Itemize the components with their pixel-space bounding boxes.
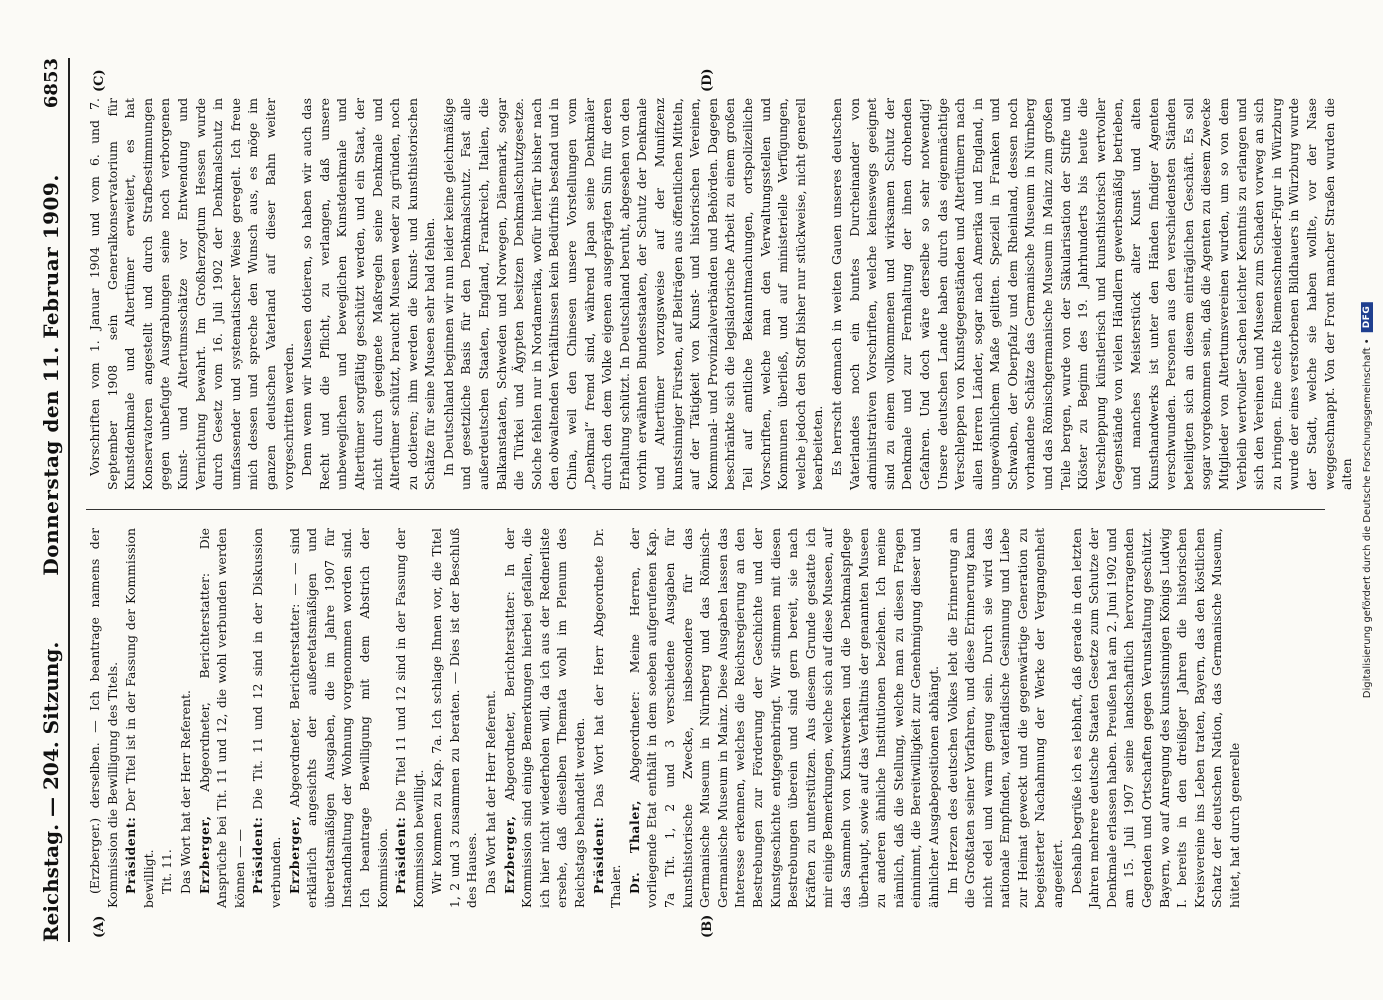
paragraph-text: Abgeordneter, Berichterstatter: — — sind erklärlich angesichts der außeretatsmäßigen und überetatsmäßigen Ausgaben, die im Jahre 1907 für Instandhaltung der Wohnung vorgenommen worden sind. Ich beantrage Bewilligung mit dem Abstrich der Kommission. xyxy=(286,528,390,908)
paragraph-text: Das Wort hat der Herr Referent. xyxy=(483,690,499,894)
paragraph xyxy=(944,528,1067,908)
paragraph-text: Denn wenn wir Museen dotieren, so haben wir auch das Recht und die Pflicht, zu verlangen, daß unsere unbeweglichen und beweglichen Kunstdenkmale und Altertümer sorgfältig geschützt werden, und ein Staat, der nicht durch geeignete Maßregeln seine Denkmale und Altertümer schützt, braucht Museen weder zu gründen, noch zu dotieren; ihm werden die Kunst- und kunsthistorischen Schätze für seine Museen sehr bald fehlen. xyxy=(299,98,438,490)
margin-marker-c: (C) xyxy=(92,69,107,92)
paragraph-text: Wir kommen zu Kap. 7a. Ich schlage Ihnen vor, die Titel 1, 2 und 3 zusammen zu beraten. — Dies ist der Beschluß des Hauses. xyxy=(429,528,480,908)
paragraph xyxy=(86,528,121,908)
speaker-name: Erzberger, xyxy=(196,815,212,894)
paragraph xyxy=(122,528,157,908)
paragraph-text: Abgeordneter, Berichterstatter: In der Kommission sind einige Bemerkungen hierbei gefallen, die ich hier nicht wiederholen will, da ich aus der Rednerliste ersehe, daß dieselben Themata wohl im Plenum des Reichstags behandelt werden. xyxy=(501,528,588,908)
paragraph-text: Tit. 11. xyxy=(159,849,175,894)
paragraph xyxy=(626,528,943,908)
paragraph xyxy=(440,98,827,490)
credit-text: Digitalisierung gefördert durch die Deutsche Forschungsgemeinschaft • xyxy=(1361,338,1373,699)
page-header xyxy=(34,58,70,942)
dfg-logo: DFG xyxy=(1361,302,1373,333)
paragraph xyxy=(392,528,427,908)
paragraph-text: Die Titel 11 und 12 sind in der Fassung der Kommission bewilligt. xyxy=(393,528,426,908)
digitization-credit xyxy=(1357,6,1377,994)
paragraph xyxy=(1068,528,1244,908)
speaker-name: Erzberger, xyxy=(286,815,302,894)
paragraph-text: Abgeordneter, Berichterstatter: Die Ansprüche bei Tit. 11 und 12, die wohl verbunden werden können — — xyxy=(196,528,247,908)
paragraph xyxy=(286,528,392,908)
left-text-column xyxy=(86,528,1325,908)
paragraph xyxy=(196,528,249,908)
paragraph-text: Das Wort hat der Herr Referent. xyxy=(177,690,193,894)
margin-marker-a: (A) xyxy=(92,915,107,938)
paragraph xyxy=(828,98,1356,490)
paragraph-text: Im Herzen des deutschen Volkes lebt die Erinnerung an die Großtaten seiner Vorfahren, und diese Erinnerung kann nicht edel und warm genug sein. Durch sie wird das nationale Empfinden, vaterländische Gesinnung und Liebe zur Heimat geweckt und die gegenwärtige Generation zu begeisterter Nachahmung der Werke der Vergangenheit angeeifert. xyxy=(944,528,1066,908)
page-number: 6853 xyxy=(40,58,62,109)
speaker-name: Präsident: xyxy=(393,816,409,894)
paragraph xyxy=(158,528,176,908)
speaker-name: Präsident: xyxy=(590,816,606,894)
header-date: Donnerstag den 11. Februar 1909. xyxy=(39,174,63,576)
margin-marker-d: (D) xyxy=(700,68,715,92)
paragraph xyxy=(177,528,195,908)
paragraph xyxy=(501,528,589,908)
speaker-name: Erzberger, xyxy=(501,815,517,894)
paragraph-text: Es herrscht demnach in weiten Gauen unseres deutschen Vaterlandes noch ein buntes Durcheinander von administrativen Vorschriften, welche keineswegs geeignet sind zu einem vollkommenen und wirksamen Schutz der Denkmale und zur Fernhaltung der ihnen drohenden Gefahren. Und doch wäre derselbe so sehr notwendig! Unsere deutschen Lande haben durch das eigenmächtige Verschleppen von Kunstgegenständen und Altertümern nach allen Herren Länder, sogar nach Amerika und England, in ungewöhnlichem Maße gelitten. Speziell in Franken und Schwaben, der Oberpfalz und dem Rheinland, dessen noch vorhandene Schätze das Germanische Museum in Nürnberg und das Römischgermanische Museum in Mainz zum großen Teile bergen, wurde von der Säkularisation der Stifte und Klöster zu Beginn des 19. Jahrhunderts bis heute die Verschleppung künstlerisch und kunsthistorisch wertvoller Gegenstände von vielen Händlern gewerbsmäßig betrieben, und manches Meisterstück alter Kunst und alten Kunsthandwerks ist unter den Händen findiger Agenten verschwunden. Personen aus den verschiedensten Ständen beteiligten sich an diesem einträglichen Geschäft. Es soll sogar vorgekommen sein, daß die Agenten zu diesem Zwecke Mitglieder von Altertumsvereinen wurden, um so von dem Verbleib wertvoller Sachen leichter Kenntnis zu erlangen und sich den Vereinen und Museen zum Schaden vorweg an sich zu bringen. Eine echte Riemenschneider-Figur in Würzburg wurde der eines verstorbenen Bildhauers in Würzburg wurde der Stadt, welche sie haben wollte, vor der Nase weggeschnappt. Von der Front mancher Straßen wurden die alten xyxy=(828,98,1355,490)
paragraph xyxy=(86,98,297,490)
paragraph-text: Vorschriften vom 1. Januar 1904 und vom 6. und 7. September 1908 sein Generalkonservatorium für Kunstdenkmale und Altertümer erweitert, es hat Konservatoren angestellt und durch Strafbestimmungen gegen unbefugte Ausgrabungen seine noch verborgenen Kunst- und Altertumsschätze vor Entwendung und Vernichtung bewahrt. Im Großherzogtum Hessen wurde durch Gesetz vom 16. Juli 1902 der Denkmalschutz in umfassender und systematischer Weise geregelt. Ich freue mich dessen und spreche den Wunsch aus, es möge im ganzen deutschen Vaterland auf dieser Bahn weiter vorgeschritten werden. xyxy=(87,98,296,490)
speaker-name: Präsident: xyxy=(250,816,266,894)
paragraph-text: In Deutschland beginnen wir nun leider keine gleichmäßige und gesetzliche Basis für den Denkmalschutz. Fast alle außerdeutschen Staaten, England, Frankreich, Italien, die Balkanstaaten, Schweden und Norwegen, Dänemark, sogar die Türkei und Ägypten besitzen Denkmalschutzgesetze. Solche fehlen nur in Nordamerika, wofür hierfür bisher nach den obwaltenden Verhältnissen kein Bedürfnis bestand und in China, weil den Chinesen unsere Vorstellungen vom „Denkmal“ fremd sind, während Japan seine Denkmäler durch den dem Volke eigenen ausgeprägten Sinn für deren Erhaltung schützt. In Deutschland beruht, abgesehen von den vorhin erwähnten Bundesstaaten, der Schutz der Denkmale und Altertümer vorzugsweise auf der Munifizenz kunstsinniger Fürsten, auf Beiträgen aus öffentlichen Mitteln, auf der Tätigkeit von Kunst- und historischen Vereinen, Kommunal- und Provinzialverbänden und Behörden. Dagegen beschränkte sich die legislatorische Arbeit zu einem großen Teil auf amtliche Bekanntmachungen, ortspolizeiliche Vorschriften, welche man den Verwaltungsstellen und Kommunen überließ, und auf ministerielle Verfügungen, welche jedoch den Stoff bisher nur stückweise, nicht generell bearbeiteten. xyxy=(440,98,826,490)
column-divider xyxy=(86,509,1325,510)
paragraph xyxy=(482,528,500,908)
paragraph-text: Der Titel ist in der Fassung der Kommission bewilligt. xyxy=(123,528,156,908)
paragraph xyxy=(428,528,481,908)
paragraph-text: (Erzberger.) derselben. — Ich beantrage namens der Kommission die Bewilligung des Titels. xyxy=(87,528,120,908)
speaker-name: Dr. Thaler, xyxy=(626,800,642,894)
paragraph-text: Deshalb begrüße ich es lebhaft, daß gerade in den letzten Jahren mehrere deutsche Staaten Gesetze zum Schutze der Denkmale erlassen haben. Preußen hat am 2. Juni 1902 und am 15. Juli 1907 seine landschaftlich hervorragenden Gegenden und Ortschaften gegen Verunstaltung geschützt. Bayern, wo auf Anregung des kunstsinnigen Königs Ludwig I. bereits in den dreißiger Jahren die historischen Kreisvereine ins Leben traten, Bayern, das den köstlichen Schatz der deutschen Nation, das Germanische Museum, hütet, hat durch generelle xyxy=(1068,528,1242,908)
speaker-name: Präsident: xyxy=(123,816,139,894)
paragraph xyxy=(590,528,625,908)
paragraph-text: Das Wort hat der Herr Abgeordnete Dr. Thaler. xyxy=(590,528,624,908)
paragraph xyxy=(298,98,439,490)
margin-marker-b: (B) xyxy=(700,914,715,938)
header-left: Reichstag. — 204. Sitzung. xyxy=(39,641,63,942)
paragraph xyxy=(249,528,284,908)
paragraph-text: Die Tit. 11 und 12 sind in der Diskussion verbunden. xyxy=(250,528,283,908)
paragraph-text: Abgeordneter: Meine Herren, der vorliegende Etat enthält in dem soeben aufgerufenen Kap. 7a Tit. 1, 2 und 3 verschiedene Ausgaben für kunsthistorische Zwecke, insbesondere für das Germanische Museum in Nürnberg und das Römisch-Germanische Museum in Mainz. Diese Ausgaben lassen das Interesse erkennen, welches die Reichsregierung an den Bestrebungen zur Förderung der Geschichte und der Kunstgeschichte entgegenbringt. Wir stimmen mit diesen Bestrebungen überein und sind gern bereit, sie nach Kräften zu unterstützen. Aus diesem Grunde gestatte ich mir einige Bemerkungen, welche sich auf diese Museen, auf das Sammeln von Kunstwerken und die Denkmalspflege überhaupt, sowie auf das Verhältnis der genannten Museen zu anderen ähnliche Institutionen beziehen. Ich meine nämlich, daß die Stellung, welche man zu diesen Fragen einnimmt, die Bereitwilligkeit zur Genehmigung dieser und ähnlicher Ausgabepositionen abhängt. xyxy=(626,528,941,908)
right-text-column xyxy=(86,98,1355,490)
